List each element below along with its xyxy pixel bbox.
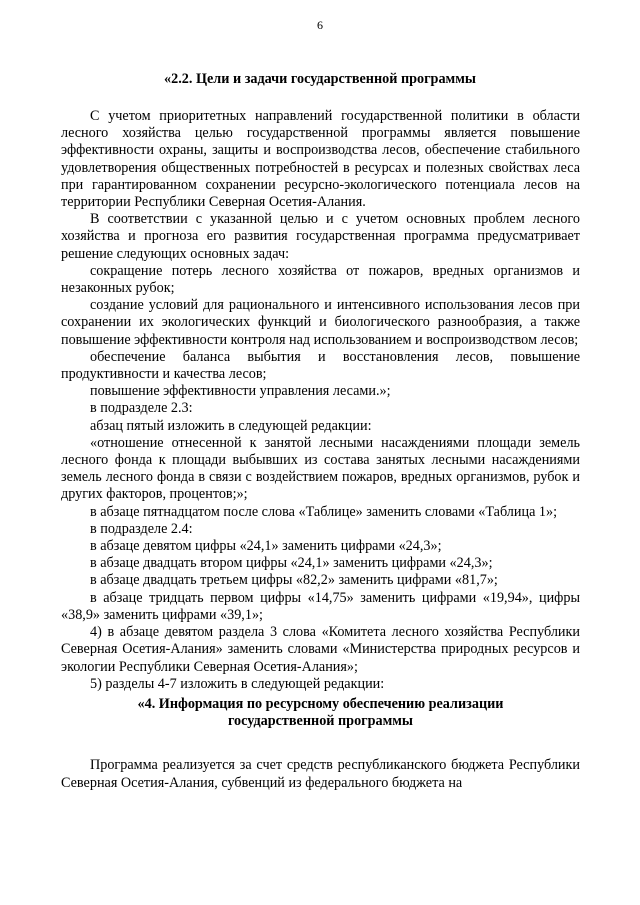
paragraph: в подразделе 2.4: <box>90 520 193 537</box>
paragraph: обеспечение баланса выбытия и восстановления лесов, повышение продуктивности и качества лесов; <box>61 348 580 383</box>
paragraph: в абзаце тридцать первом цифры «14,75» заменить цифрами «19,94», цифры «38,9» заменить цифрами «39,1»; <box>61 589 580 623</box>
paragraph: 4) в абзаце девятом раздела 3 слова «Комитета лесного хозяйства Республики Северная Осетия-Алания» заменить словами «Министерства природных ресурсов и экологии Республики Северная Осетия-Алания»; <box>61 624 580 675</box>
paragraph: 5) разделы 4-7 изложить в следующей редакции: <box>90 675 385 692</box>
paragraph: в абзаце девятом цифры «24,1» заменить цифрами «24,3»; <box>90 538 442 555</box>
final-paragraph: Программа реализуется за счет средств республиканского бюджета Республики Северная Осетия-Алания, субвенций из федерального бюджета на <box>61 757 580 791</box>
paragraph: абзац пятый изложить в следующей редакции: <box>90 417 372 434</box>
page-number: 6 <box>317 18 323 32</box>
paragraph: в подразделе 2.3: <box>90 400 193 417</box>
paragraph: повышение эффективности управления лесами.»; <box>90 383 391 400</box>
paragraph: «отношение отнесенной к занятой лесными насаждениями площади земель лесного фонда к площади выбывших из состава занятых лесными насаждениями земель лесного фонда в связи с воздействием пожаров, вредных организмов, рубок и других факторов, процентов;»; <box>61 434 580 503</box>
section4-heading-line2: государственной программы <box>227 713 414 730</box>
paragraph: в абзаце двадцать втором цифры «24,1» заменить цифрами «24,3»; <box>90 555 493 572</box>
paragraph: в абзаце пятнадцатом после слова «Таблице» заменить словами «Таблица 1»; <box>90 503 558 520</box>
paragraph: в абзаце двадцать третьем цифры «82,2» заменить цифрами «81,7»; <box>90 572 498 589</box>
paragraph: сокращение потерь лесного хозяйства от пожаров, вредных организмов и незаконных рубок; <box>61 262 580 297</box>
paragraph: В соответствии с указанной целью и с учетом основных проблем лесного хозяйства и прогноза его развития государственная программа предусматривает решение следующих основных задач: <box>61 211 580 262</box>
paragraph: создание условий для рационального и интенсивного использования лесов при сохранении их экологических функций и биологического разнообразия, а также повышение эффективности контроля над использованием и воспроизводством лесов; <box>61 297 580 348</box>
section4-heading-line1: «4. Информация по ресурсному обеспечению реализации <box>137 695 504 712</box>
document-body <box>61 108 580 792</box>
section-heading: «2.2. Цели и задачи государственной программы <box>164 71 476 87</box>
paragraph: С учетом приоритетных направлений государственной политики в области лесного хозяйства целью государственной программы является повышение эффективности охраны, защиты и воспроизводства лесов, обеспечение стабильного удовлетворения общественных потребностей в ресурсах и полезных свойствах леса при гарантированном сохранении ресурсно-экологического потенциала лесов на территории Республики Северная Осетия-Алания. <box>61 108 580 211</box>
spacer <box>61 730 580 757</box>
